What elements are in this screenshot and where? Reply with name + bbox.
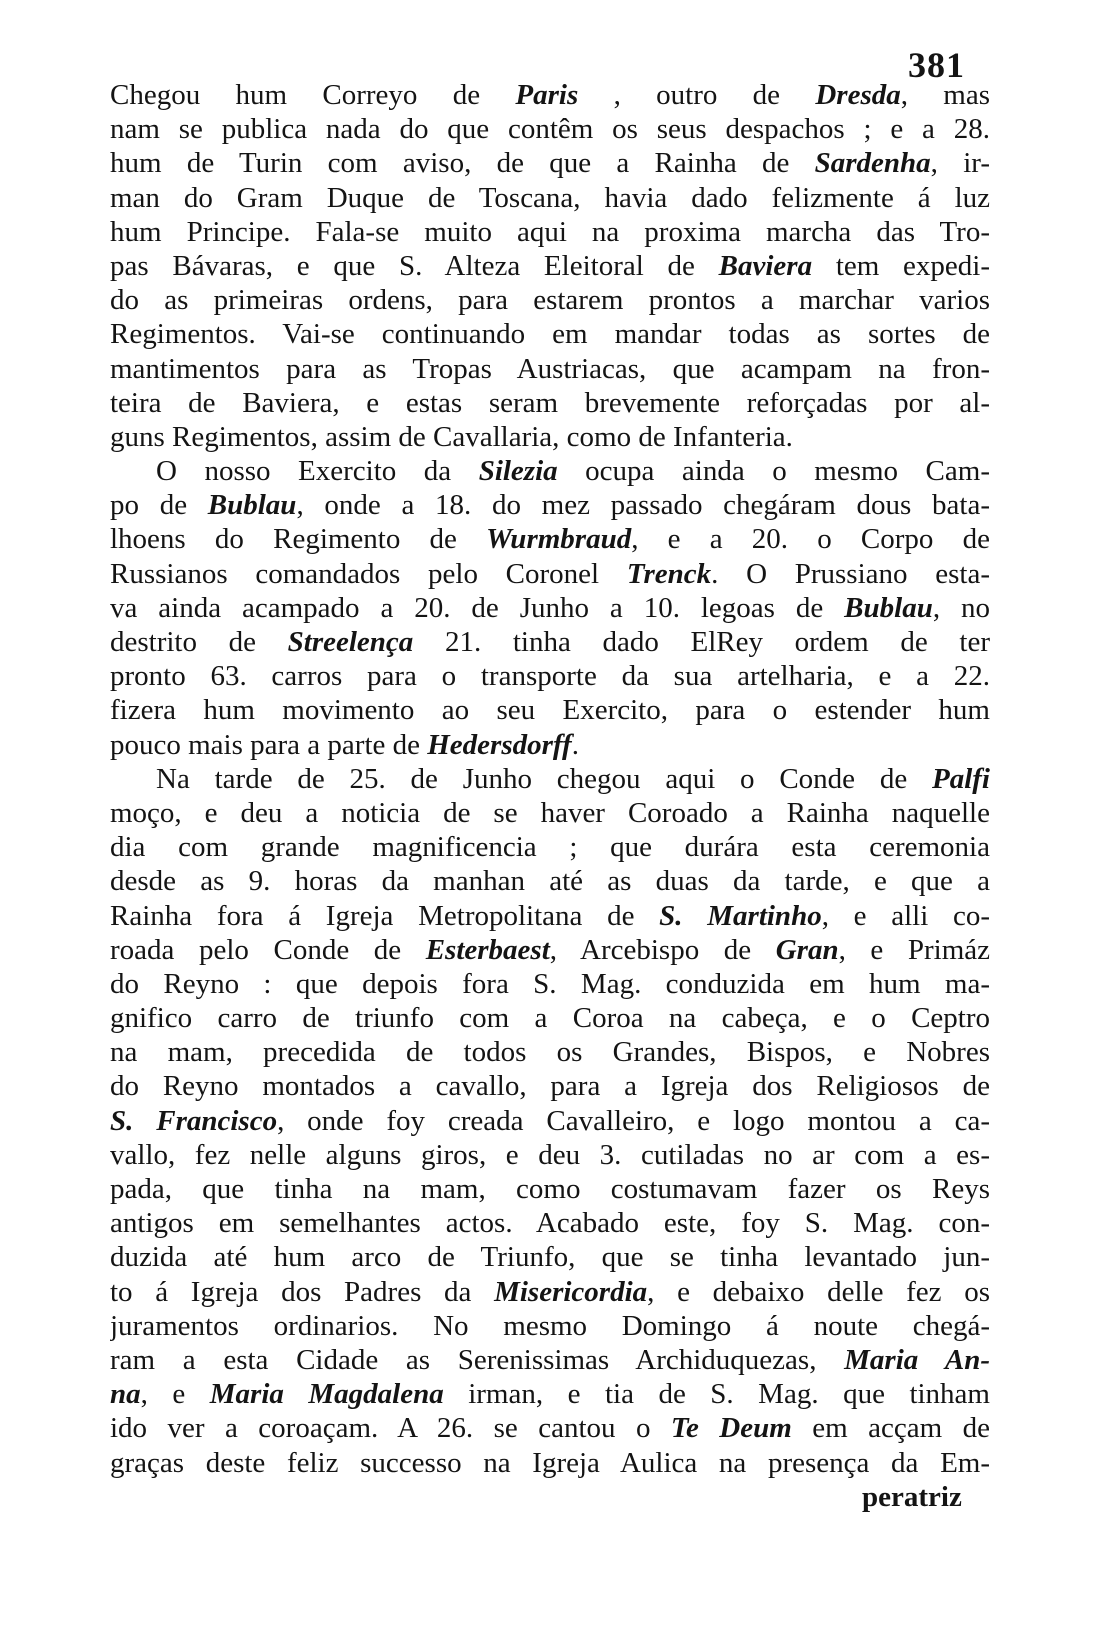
- text-line: dia com grande magnificencia ; que durára esta ceremonia: [110, 831, 990, 864]
- text-line: fizera hum movimento ao seu Exercito, para o estender hum: [110, 694, 990, 727]
- text-line: duzida até hum arco de Triunfo, que se tinha levantado jun-: [110, 1241, 990, 1274]
- text-line: roada pelo Conde de Esterbaest, Arcebispo de Gran, e Primáz: [110, 933, 990, 966]
- text-line: S. Francisco, onde foy creada Cavalleiro, e logo montou a ca-: [110, 1104, 990, 1137]
- text-line: do Reyno : que depois fora S. Mag. conduzida em hum ma-: [110, 967, 990, 1000]
- text-line: pouco mais para a parte de Hedersdorff.: [110, 728, 579, 761]
- text-line: hum Principe. Fala-se muito aqui na proxima marcha das Tro-: [110, 215, 990, 248]
- text-line: graças deste feliz successo na Igreja Aulica na presença da Em-: [110, 1446, 990, 1479]
- text-line: vallo, fez nelle alguns giros, e deu 3. cutiladas no ar com a es-: [110, 1138, 990, 1171]
- text-line: mantimentos para as Tropas Austriacas, que acampam na fron-: [110, 352, 990, 385]
- text-line: teira de Baviera, e estas seram brevemente reforçadas por al-: [110, 386, 990, 419]
- text-line: to á Igreja dos Padres da Misericordia, e debaixo delle fez os: [110, 1275, 990, 1308]
- text-line: hum de Turin com aviso, de que a Rainha de Sardenha, ir-: [110, 147, 990, 180]
- text-line: do Reyno montados a cavallo, para a Igreja dos Religiosos de: [110, 1070, 990, 1103]
- text-line: O nosso Exercito da Silezia ocupa ainda o mesmo Cam-: [156, 455, 990, 488]
- text-line: destrito de Streelença 21. tinha dado ElRey ordem de ter: [110, 626, 990, 658]
- text-line: ido ver a coroaçam. A 26. se cantou o Te Deum em acçam de: [110, 1412, 990, 1445]
- text-line: juramentos ordinarios. No mesmo Domingo á noute chegá-: [110, 1309, 990, 1342]
- text-line: pronto 63. carros para o transporte da sua artelharia, e a 22.: [110, 660, 990, 693]
- text-line: pas Bávaras, e que S. Alteza Eleitoral de Baviera tem expedi-: [110, 249, 990, 282]
- body-text: [110, 78, 990, 1514]
- text-line: antigos em semelhantes actos. Acabado este, foy S. Mag. con-: [110, 1207, 990, 1240]
- text-line: guns Regimentos, assim de Cavallaria, como de Infanteria.: [110, 420, 793, 453]
- text-line: desde as 9. horas da manhan até as duas da tarde, e que a: [110, 865, 990, 898]
- text-line: Russianos comandados pelo Coronel Trenck. O Prussiano esta-: [110, 557, 990, 590]
- text-line: va ainda acampado a 20. de Junho a 10. legoas de Bublau, no: [110, 591, 990, 624]
- text-line: na mam, precedida de todos os Grandes, Bispos, e Nobres: [110, 1036, 990, 1069]
- text-line: po de Bublau, onde a 18. do mez passado chegáram dous bata-: [110, 489, 990, 522]
- text-line: pada, que tinha na mam, como costumavam fazer os Reys: [110, 1173, 990, 1205]
- text-line: ram a esta Cidade as Serenissimas Archiduquezas, Maria An-: [110, 1343, 990, 1376]
- text-line: Rainha fora á Igreja Metropolitana de S. Martinho, e alli co-: [110, 899, 990, 932]
- text-line: nam se publica nada do que contêm os seus despachos ; e a 28.: [110, 113, 990, 146]
- text-line: Regimentos. Vai-se continuando em mandar todas as sortes de: [110, 318, 990, 351]
- text-line: gnifico carro de triunfo com a Coroa na cabeça, e o Ceptro: [110, 1002, 990, 1035]
- text-line: lhoens do Regimento de Wurmbraud, e a 20. o Corpo de: [110, 523, 990, 556]
- text-line: na, e Maria Magdalena irman, e tia de S. Mag. que tinham: [110, 1378, 990, 1411]
- text-line: man do Gram Duque de Toscana, havia dado felizmente á luz: [110, 181, 990, 214]
- text-line: moço, e deu a noticia de se haver Coroado a Rainha naquelle: [110, 796, 990, 829]
- text-line: Na tarde de 25. de Junho chegou aqui o Conde de Palfi: [156, 762, 990, 795]
- page-number: 381: [908, 45, 965, 85]
- text-line: peratriz: [862, 1480, 962, 1513]
- text-line: do as primeiras ordens, para estarem prontos a marchar varios: [110, 284, 990, 317]
- text-line: Chegou hum Correyo de Paris , outro de Dresda, mas: [110, 79, 990, 111]
